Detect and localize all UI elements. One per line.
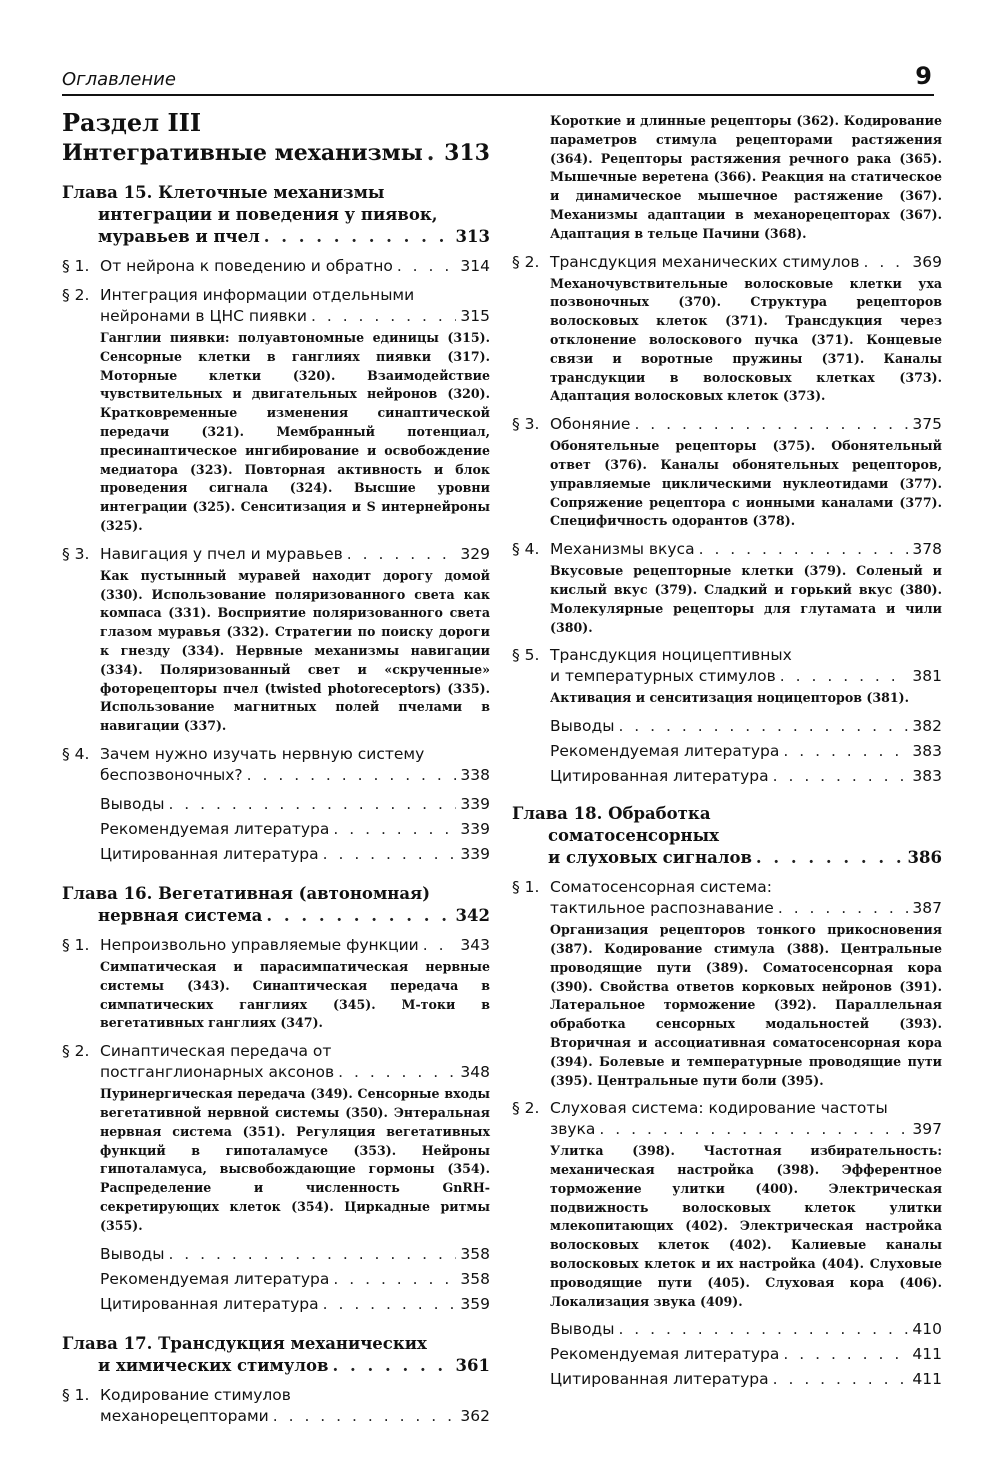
toc-entry-recommended-reading[interactable]: Рекомендуемая литература . . . 383 <box>512 739 942 764</box>
part-title-text: Интегративные механизмы <box>62 140 423 166</box>
toc-entry[interactable]: § 1. Соматосенсорная система: тактильное распознавание . . . 387 Организация рецепторов тонкого прикосновения (387). Кодирование стимула (388). Центральные проводящие пути (389). Соматосенсорная кора (390). Свойства ответов корковых нейронов (391). Латеральное торможение (392). Параллельная обработка сенсорных модальностей (393). Вторичная и ассоциативная соматосенсорная кора (394). Болевые и температурные проводящие пути (395). Центральные пути боли (395). <box>512 877 942 1090</box>
toc-entry[interactable]: § 3. Обоняние . . . 375 Обонятельные рецепторы (375). Обонятельный ответ (376). Каналы обонятельных рецепторов, управляемые циклическими нуклеотидами (377). Сопряжение рецептора с ионными каналами (377). Специфичность одорантов (378). <box>512 414 942 531</box>
section-summary: Симпатическая и парасимпатическая нервные системы (343). Синаптическая передача в симпатических ганглиях (345). М-токи в вегетативных ганглиях (347). <box>100 958 490 1031</box>
chapter-page: 313 <box>455 227 490 246</box>
chapter-17[interactable]: Глава 17. Трансдукция механических и химических стимулов . . . 361 <box>62 1333 490 1377</box>
toc-entry-cited-literature[interactable]: Цитированная литература . . . 383 <box>512 764 942 789</box>
toc-entry[interactable]: § 1. Кодирование стимулов механорецепторами . . . 362 <box>62 1385 490 1427</box>
toc-entry-summary[interactable]: Выводы . . . 382 <box>512 714 942 739</box>
chapter-page: 342 <box>455 905 490 925</box>
section-summary: Механочувствительные волосковые клетки уха позвоночных (370). Структура рецепторов волосковых клеток (371). Трансдукция через отклонение волоскового пучка (371). Концевые связи и воротные пружины (371). Каналы трансдукции в волосковых клетках (373). Адаптация волосковых клеток (373). <box>550 275 942 404</box>
toc-left-column <box>62 108 490 1427</box>
chapter-page: 361 <box>455 1355 490 1375</box>
section-summary: Обонятельные рецепторы (375). Обонятельный ответ (376). Каналы обонятельных рецепторов, управляемые циклическими нуклеотидами (377). Сопряжение рецептора с ионными каналами (377). Специфичность одорантов (378). <box>550 438 942 529</box>
toc-entry-cited-literature[interactable]: Цитированная литература . . . 359 <box>62 1292 490 1317</box>
part-title[interactable] <box>62 138 490 168</box>
chapter-page: 386 <box>907 848 942 868</box>
toc-entry[interactable]: § 4. Механизмы вкуса . . . 378 Вкусовые рецепторные клетки (379). Соленый и кислый вкус (379). Сладкий и горький вкус (380). Молекулярные рецепторы для глутамата и чили (380). <box>512 539 942 637</box>
toc-entry-summary[interactable]: Выводы . . . 339 <box>62 792 490 817</box>
part-page: 313 <box>444 140 490 166</box>
toc-entry[interactable]: § 1. Непроизвольно управляемые функции . . . 343 Симпатическая и парасимпатическая нервные системы (343). Синаптическая передача в симпатических ганглиях (345). М-токи в вегетативных ганглиях (347). <box>62 935 490 1033</box>
toc-entry-cited-literature[interactable]: Цитированная литература . . . 339 <box>62 842 490 867</box>
section-summary: Организация рецепторов тонкого прикосновения (387). Кодирование стимула (388). Центральные проводящие пути (389). Соматосенсорная кора (390). Свойства ответов корковых нейронов (391). Латеральное торможение (392). Параллельная обработка сенсорных модальностей (393). Вторичная и ассоциативная соматосенсорная кора (394). Болевые и температурные проводящие пути (395). Центральные пути боли (395). <box>550 922 942 1088</box>
part-label: Раздел III <box>62 108 202 137</box>
toc-entry-recommended-reading[interactable]: Рекомендуемая литература . . . 339 <box>62 817 490 842</box>
page-header <box>62 58 934 96</box>
toc-entry-recommended-reading[interactable]: Рекомендуемая литература . . . 358 <box>62 1267 490 1292</box>
toc-entry[interactable]: § 3. Навигация у пчел и муравьев . . . 329 Как пустынный муравей находит дорогу домой (330). Использование поляризованного света как компаса (331). Восприятие поляризованного света глазом муравья (332). Стратегии по поиску дороги к гнезду (334). Нервные механизмы навигации (334). Поляризованный свет и «скрученные» фоторецепторы пчел (twisted photoreceptors) (335). Использование магнитных полей пчелами в навигации (337). <box>62 544 490 736</box>
section-summary: Вкусовые рецепторные клетки (379). Соленый и кислый вкус (379). Сладкий и горький вкус (380). Молекулярные рецепторы для глутамата и чили (380). <box>550 563 942 635</box>
toc-entry[interactable]: § 2. Трансдукция механических стимулов . . . 369 Механочувствительные волосковые клетки уха позвоночных (370). Структура рецепторов волосковых клеток (371). Трансдукция через отклонение волоскового пучка (371). Концевые связи и воротные пружины (371). Каналы трансдукции в волосковых клетках (373). Адаптация волосковых клеток (373). <box>512 252 942 407</box>
toc-entry[interactable]: § 2. Интеграция информации отдельными нейронами в ЦНС пиявки . . . 315 Ганглии пиявки: полуавтономные единицы (315). Сенсорные клетки в ганглиях пиявки (317). Моторные клетки (320). Взаимодействие чувствительных и двигательных нейронов (320). Кратковременные изменения синаптической передачи (321). Мембранный потенциал, пресинаптическое ингибирование и освобождение медиатора (323). Повторная активность и блок проведения сигнала (324). Высшие уровни интеграции (325). Сенситизация и S интернейроны (325). <box>62 285 490 536</box>
toc-right-column <box>512 108 942 1392</box>
toc-entry[interactable]: § 5. Трансдукция ноцицептивных и температурных стимулов . . . 381 Активация и сенситизация ноцицепторов (381). <box>512 645 942 708</box>
page-number: 9 <box>915 62 932 90</box>
section-summary: Как пустынный муравей находит дорогу домой (330). Использование поляризованного света как компаса (331). Восприятие поляризованного света глазом муравья (332). Стратегии по поиску дороги к гнезду (334). Нервные механизмы навигации (334). Поляризованный свет и «скрученные» фоторецепторы пчел (twisted photoreceptors) (335). Использование магнитных полей пчелами в навигации (337). <box>100 567 490 734</box>
section-summary: Короткие и длинные рецепторы (362). Кодирование параметров стимула рецепторами растяжения (364). Рецепторы растяжения речного рака (365). Мышечные веретена (366). Реакция на статическое и динамическое мышечное растяжение (367). Механизмы адаптации в механорецепторах (367). Адаптация в тельце Пачини (368). <box>550 113 942 241</box>
section-summary: Пуринергическая передача (349). Сенсорные входы вегетативной нервной системы (350). Энтеральная нервная система (351). Регуляция вегетативных функций в гипоталамусе (353). Нейроны гипоталамуса, высвобождающие гормоны (354). Распределение и численность GnRH-секретирующих клеток (354). Циркадные ритмы (355). <box>100 1086 490 1233</box>
toc-entry-summary[interactable]: Выводы . . . 358 <box>62 1242 490 1267</box>
running-title: Оглавление <box>62 69 176 90</box>
toc-entry-summary[interactable]: Выводы . . . 410 <box>512 1317 942 1342</box>
chapter-15[interactable]: Глава 15. Клеточные механизмы интеграции и поведения у пиявок, муравьев и пчел . . . 313 <box>62 182 490 248</box>
chapter-16[interactable]: Глава 16. Вегетативная (автономная) нервная система . . . 342 <box>62 883 490 927</box>
toc-entry-cited-literature[interactable]: Цитированная литература . . . 411 <box>512 1367 942 1392</box>
chapter-18[interactable]: Глава 18. Обработка соматосенсорных и слуховых сигналов . . . 386 <box>512 803 942 869</box>
toc-entry-recommended-reading[interactable]: Рекомендуемая литература . . . 411 <box>512 1342 942 1367</box>
toc-entry[interactable]: § 2. Синаптическая передача от постганглионарных аксонов . . . 348 Пуринергическая передача (349). Сенсорные входы вегетативной нервной системы (350). Энтеральная нервная система (351). Регуляция вегетативных функций в гипоталамусе (353). Нейроны гипоталамуса, высвобождающие гормоны (354). Распределение и численность GnRH-секретирующих клеток (354). Циркадные ритмы (355). <box>62 1041 490 1235</box>
section-summary: Улитка (398). Частотная избирательность: механическая настройка (398). Эфферентное торможение улитки (400). Электрическая подвижность волосковых клеток улитки млекопитающих (402). Электрическая настройка волосковых клеток (402). Калиевые каналы волосковых клеток и их настройка (404). Слуховые проводящие пути (405). Слуховая кора (406). Локализация звука (409). <box>550 1143 942 1309</box>
section-summary: Активация и сенситизация ноцицепторов (381). <box>550 690 909 706</box>
section-summary: Ганглии пиявки: полуавтономные единицы (315). Сенсорные клетки в ганглиях пиявки (317). Моторные клетки (320). Взаимодействие чувствительных и двигательных нейронов (320). Кратковременные изменения синаптической передачи (321). Мембранный потенциал, пресинаптическое ингибирование и освобождение медиатора (323). Повторная активность и блок проведения сигнала (324). Высшие уровни интеграции (325). Сенситизация и S интернейроны (325). <box>100 330 490 533</box>
toc-entry[interactable]: § 2. Слуховая система: кодирование частоты звука . . . 397 Улитка (398). Частотная избирательность: механическая настройка (398). Эфферентное торможение улитки (400). Электрическая подвижность волосковых клеток улитки млекопитающих (402). Электрическая настройка волосковых клеток (402). Калиевые каналы волосковых клеток и их настройка (404). Слуховые проводящие пути (405). Слуховая кора (406). Локализация звука (409). <box>512 1098 942 1311</box>
toc-entry[interactable]: § 1. От нейрона к поведению и обратно . . . 314 <box>62 256 490 277</box>
toc-entry[interactable]: § 4. Зачем нужно изучать нервную систему беспозвоночных? . . . 338 <box>62 744 490 786</box>
